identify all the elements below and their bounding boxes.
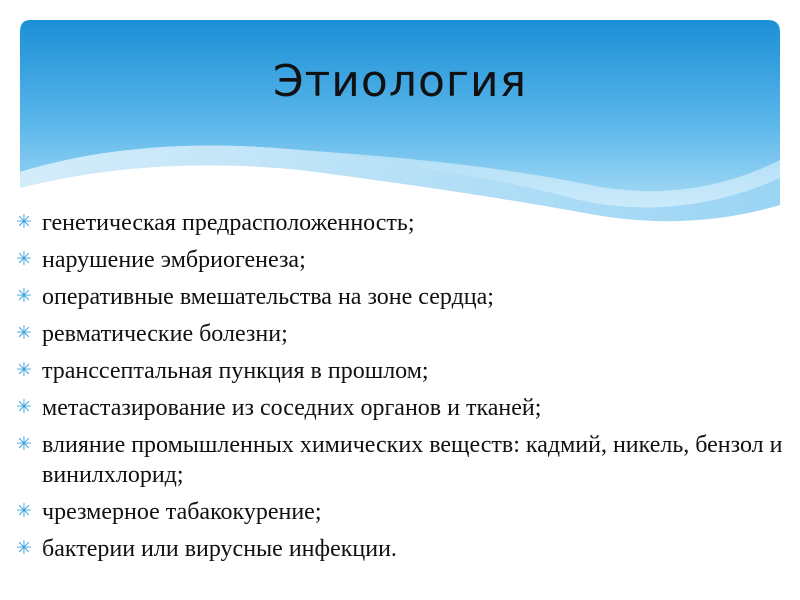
list-item-text: оперативные вмешательства на зоне сердца;: [42, 284, 494, 310]
asterisk-bullet-icon: ✳: [16, 433, 32, 455]
list-item-text: ревматические болезни;: [42, 321, 288, 347]
header-banner: [0, 0, 800, 240]
etiology-list: [14, 208, 784, 571]
list-item: [14, 208, 784, 238]
list-item: [14, 319, 784, 349]
slide-title: Этиология: [272, 56, 528, 107]
list-item: [14, 497, 784, 527]
list-item-text: метастазирование из соседних органов и тканей;: [42, 395, 542, 421]
asterisk-bullet-icon: ✳: [16, 322, 32, 344]
list-item-text: бактерии или вирусные инфекции.: [42, 536, 397, 562]
list-item-text: чрезмерное табакокурение;: [42, 499, 322, 525]
list-item: [14, 356, 784, 386]
list-item: [14, 393, 784, 423]
asterisk-bullet-icon: ✳: [16, 211, 32, 233]
header-wave-graphic: [0, 0, 800, 240]
list-item-text: нарушение эмбриогенеза;: [42, 247, 306, 273]
asterisk-bullet-icon: ✳: [16, 248, 32, 270]
list-item: [14, 282, 784, 312]
asterisk-bullet-icon: ✳: [16, 500, 32, 522]
list-item-text: влияние промышленных химических веществ: кадмий, никель, бензол и винилхлорид;: [42, 432, 783, 488]
asterisk-bullet-icon: ✳: [16, 537, 32, 559]
list-item-text: транссептальная пункция в прошлом;: [42, 358, 429, 384]
asterisk-bullet-icon: ✳: [16, 285, 32, 307]
list-item: [14, 534, 784, 564]
list-item-text: генетическая предрасположенность;: [42, 210, 415, 236]
list-item: [14, 245, 784, 275]
list-item: [14, 430, 784, 490]
asterisk-bullet-icon: ✳: [16, 396, 32, 418]
asterisk-bullet-icon: ✳: [16, 359, 32, 381]
